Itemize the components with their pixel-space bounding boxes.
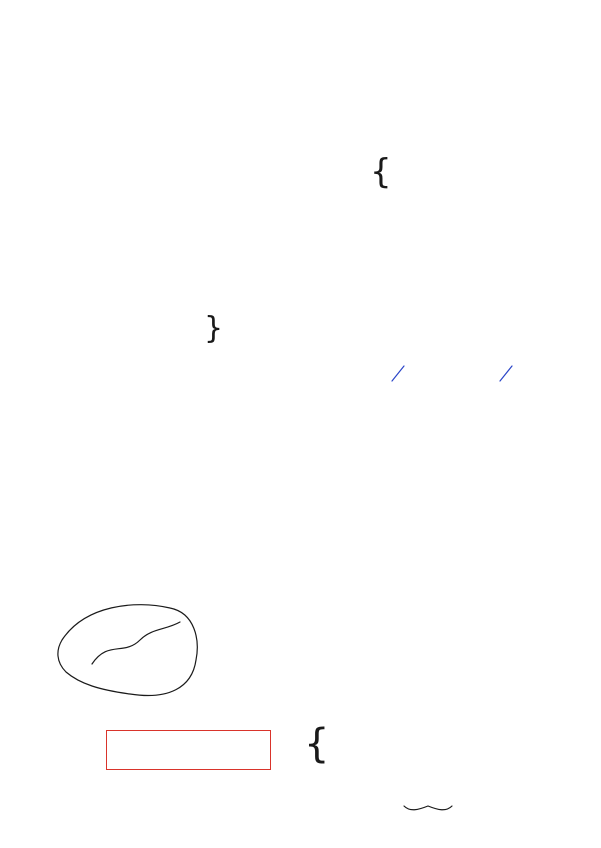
brace-right: } xyxy=(204,311,224,346)
surface-sketch xyxy=(58,605,197,696)
curve-alpha-sketch xyxy=(92,622,180,664)
brace-left: { xyxy=(370,152,392,192)
brace-result: { xyxy=(304,721,330,767)
